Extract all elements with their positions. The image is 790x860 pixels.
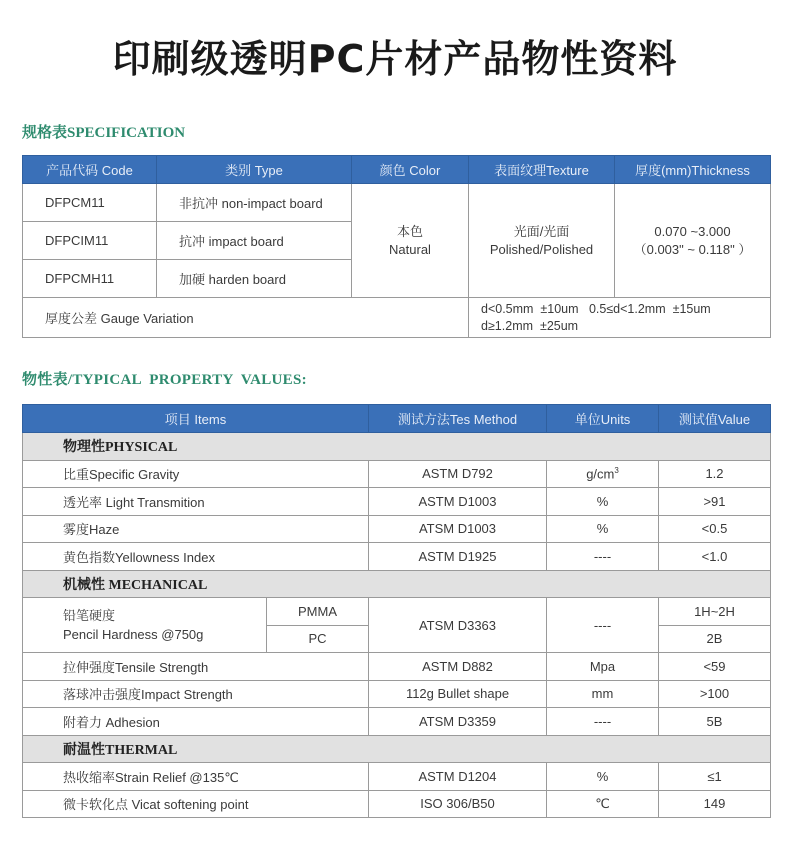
color-cell <box>352 184 469 298</box>
test-method: ASTM D1204 <box>369 763 547 791</box>
test-value: <0.5 <box>659 515 771 543</box>
test-method: ISO 306/B50 <box>369 790 547 818</box>
table-row-pencil-hardness <box>23 598 771 626</box>
color-cn: 本色 <box>396 223 423 239</box>
thickness-cell <box>615 184 771 298</box>
gauge-values <box>469 298 771 338</box>
group-row-thermal <box>23 735 771 763</box>
texture-cell <box>469 184 615 298</box>
product-type: 加硬 harden board <box>157 260 352 298</box>
table-row <box>23 763 771 791</box>
test-value: <59 <box>659 653 771 681</box>
col-header-units: 单位Units <box>547 405 659 433</box>
table-row <box>23 680 771 708</box>
item-name: 微卡软化点 Vicat softening point <box>23 790 369 818</box>
test-value: 5B <box>659 708 771 736</box>
table-row <box>23 184 771 222</box>
unit: % <box>547 763 659 791</box>
col-header-method: 测试方法Tes Method <box>369 405 547 433</box>
item-name-pencil <box>23 598 267 653</box>
table-row <box>23 488 771 516</box>
gauge-line-2: d≥1.2mm ±25um <box>481 318 579 333</box>
table-row <box>23 708 771 736</box>
unit: % <box>547 515 659 543</box>
property-table <box>22 404 771 818</box>
group-label-mechanical: 机械性 MECHANICAL <box>23 570 771 598</box>
col-header-texture: 表面纹理Texture <box>469 156 615 184</box>
test-value: >100 <box>659 680 771 708</box>
spec-section-heading: 规格表SPECIFICATION <box>22 125 186 141</box>
item-name: 透光率 Light Transmition <box>23 488 369 516</box>
unit-superscript: 3 <box>614 466 619 476</box>
col-header-type: 类别 Type <box>157 156 352 184</box>
test-method: ASTM D882 <box>369 653 547 681</box>
item-name: 雾度Haze <box>23 515 369 543</box>
product-code: DFPCIM11 <box>23 222 157 260</box>
test-method: ATSM D1003 <box>369 515 547 543</box>
unit: Mpa <box>547 653 659 681</box>
group-label-thermal: 耐温性THERMAL <box>23 735 771 763</box>
col-header-color: 颜色 Color <box>352 156 469 184</box>
test-value: 149 <box>659 790 771 818</box>
unit: ---- <box>547 708 659 736</box>
spec-header-row <box>23 156 771 184</box>
color-en: Natural <box>389 241 431 257</box>
page-title: 印刷级透明PC片材产品物性资料 <box>112 37 678 81</box>
test-value: >91 <box>659 488 771 516</box>
col-header-code: 产品代码 Code <box>23 156 157 184</box>
table-row <box>23 790 771 818</box>
col-header-value: 测试值Value <box>659 405 771 433</box>
test-method: ASTM D1925 <box>369 543 547 571</box>
product-type: 抗冲 impact board <box>157 222 352 260</box>
item-name: 黄色指数Yellowness Index <box>23 543 369 571</box>
product-code: DFPCM11 <box>23 184 157 222</box>
table-row <box>23 515 771 543</box>
table-row <box>23 653 771 681</box>
gauge-label: 厚度公差 Gauge Variation <box>23 298 469 338</box>
item-name: 热收缩率Strain Relief @135℃ <box>23 763 369 791</box>
sub-material: PMMA <box>267 598 369 626</box>
gauge-row <box>23 298 771 338</box>
table-row <box>23 460 771 488</box>
table-row <box>23 543 771 571</box>
thickness-in: （0.003" ~ 0.118" ） <box>633 241 752 257</box>
test-value: 1.2 <box>659 460 771 488</box>
col-header-thickness: 厚度(mm)Thickness <box>615 156 771 184</box>
unit: ---- <box>547 543 659 571</box>
group-label-physical: 物理性PHYSICAL <box>23 433 771 461</box>
pencil-cn: 铅笔硬度 <box>63 608 116 623</box>
item-name: 比重Specific Gravity <box>23 460 369 488</box>
col-header-items: 项目 Items <box>23 405 369 433</box>
group-row-mechanical <box>23 570 771 598</box>
thickness-mm: 0.070 ~3.000 <box>654 223 731 239</box>
texture-en: Polished/Polished <box>489 241 594 257</box>
test-method: ATSM D3363 <box>369 598 547 653</box>
unit <box>547 460 659 488</box>
item-name: 拉伸强度Tensile Strength <box>23 653 369 681</box>
test-value: <1.0 <box>659 543 771 571</box>
sub-material: PC <box>267 625 369 653</box>
test-method: 112g Bullet shape <box>369 680 547 708</box>
item-name: 落球冲击强度Impact Strength <box>23 680 369 708</box>
group-row-physical <box>23 433 771 461</box>
property-header-row <box>23 405 771 433</box>
texture-cn: 光面/光面 <box>513 223 570 239</box>
item-name: 附着力 Adhesion <box>23 708 369 736</box>
test-method: ATSM D3359 <box>369 708 547 736</box>
test-method: ASTM D792 <box>369 460 547 488</box>
property-section-heading: 物性表/TYPICAL PROPERTY VALUES: <box>22 372 307 388</box>
unit-text: g/cm <box>586 466 615 482</box>
pencil-en: Pencil Hardness @750g <box>63 627 204 642</box>
spec-table <box>22 155 771 338</box>
unit: mm <box>547 680 659 708</box>
product-type: 非抗冲 non-impact board <box>157 184 352 222</box>
unit: ℃ <box>547 790 659 818</box>
unit: % <box>547 488 659 516</box>
test-value: 1H~2H <box>659 598 771 626</box>
test-value: 2B <box>659 625 771 653</box>
test-method: ASTM D1003 <box>369 488 547 516</box>
test-value: ≤1 <box>659 763 771 791</box>
gauge-line-1: d<0.5mm ±10um 0.5≤d<1.2mm ±15um <box>481 301 711 316</box>
unit: ---- <box>547 598 659 653</box>
product-code: DFPCMH11 <box>23 260 157 298</box>
